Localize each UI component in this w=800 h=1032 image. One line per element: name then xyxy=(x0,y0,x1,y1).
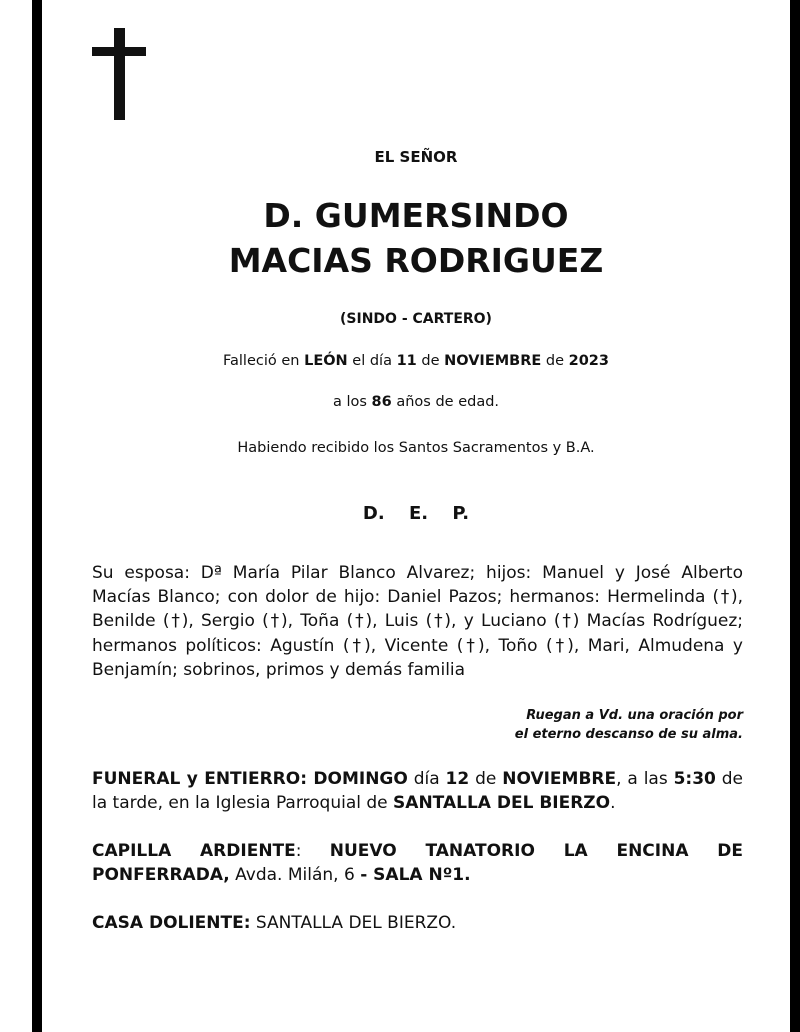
prayer-request xyxy=(400,706,743,744)
funeral-label: FUNERAL y ENTIERRO: DOMINGO xyxy=(92,769,408,789)
house-paragraph xyxy=(92,911,743,935)
age-value: 86 xyxy=(371,394,392,410)
nickname: (SINDO - CARTERO) xyxy=(340,311,492,327)
prayer-line-2: el eterno descanso de su alma. xyxy=(514,727,743,742)
family-paragraph: Su esposa: Dª María Pilar Blanco Alvarez; hijos: Manuel y José Alberto Macías Blanco; con dolor de hijo: Daniel Pazos; hermanos: Hermelinda (†), Benilde (†), Sergio (†), Toña (†), Luis (†), y Luciano (†) Macías Rodríguez; hermanos políticos: Agustín (†), Vicente (†), Toño (†), Mari, Almudena y Benjamín; sobrinos, primos y demás familia xyxy=(92,563,743,680)
prayer-line-1: Ruegan a Vd. una oración por xyxy=(526,708,743,723)
funeral-place: SANTALLA DEL BIERZO xyxy=(393,793,611,814)
sacraments-line: Habiendo recibido los Santos Sacramentos y B.A. xyxy=(237,440,595,456)
page-border-left xyxy=(32,0,42,1032)
deceased-name xyxy=(42,193,790,283)
dep-line: D. E. P. xyxy=(362,503,470,524)
name-line-1: D. GUMERSINDO xyxy=(263,196,569,235)
death-month: NOVIEMBRE xyxy=(444,353,542,369)
chapel-label: CAPILLA ARDIENTE xyxy=(92,841,296,861)
age-line: a los 86 años de edad. xyxy=(332,394,500,410)
funeral-time: 5:30 xyxy=(673,769,716,789)
funeral-paragraph: FUNERAL y ENTIERRO: DOMINGO día 12 de NOVIEMBRE, a las 5:30 de la tarde, en la Iglesia Parroquial de SANTALLA DEL BIERZO. xyxy=(92,769,744,814)
chapel-room: - SALA Nº1. xyxy=(360,865,471,886)
death-notice: Falleció en LEÓN el día 11 de NOVIEMBRE de 2023 xyxy=(223,353,609,369)
page-border-right xyxy=(790,0,800,1032)
honorific-title: EL SEÑOR xyxy=(374,148,458,166)
chapel-paragraph: CAPILLA ARDIENTE: NUEVO TANATORIO LA ENCINA DE PONFERRADA, Avda. Milán, 6 - SALA Nº1. xyxy=(92,841,744,886)
funeral-day: 12 xyxy=(445,769,470,789)
funeral-month: NOVIEMBRE xyxy=(502,769,617,789)
death-place: LEÓN xyxy=(304,353,348,369)
house-value: SANTALLA DEL BIERZO. xyxy=(250,913,457,933)
death-day: 11 xyxy=(396,353,417,369)
chapel-address: Avda. Milán, 6 xyxy=(229,865,361,886)
death-year: 2023 xyxy=(568,353,609,369)
chapel-venue: NUEVO TANATORIO LA ENCINA DE PONFERRADA, xyxy=(92,841,744,886)
name-line-2: MACIAS RODRIGUEZ xyxy=(228,241,604,280)
house-label: CASA DOLIENTE: xyxy=(92,913,251,933)
latin-cross-icon xyxy=(92,28,146,120)
